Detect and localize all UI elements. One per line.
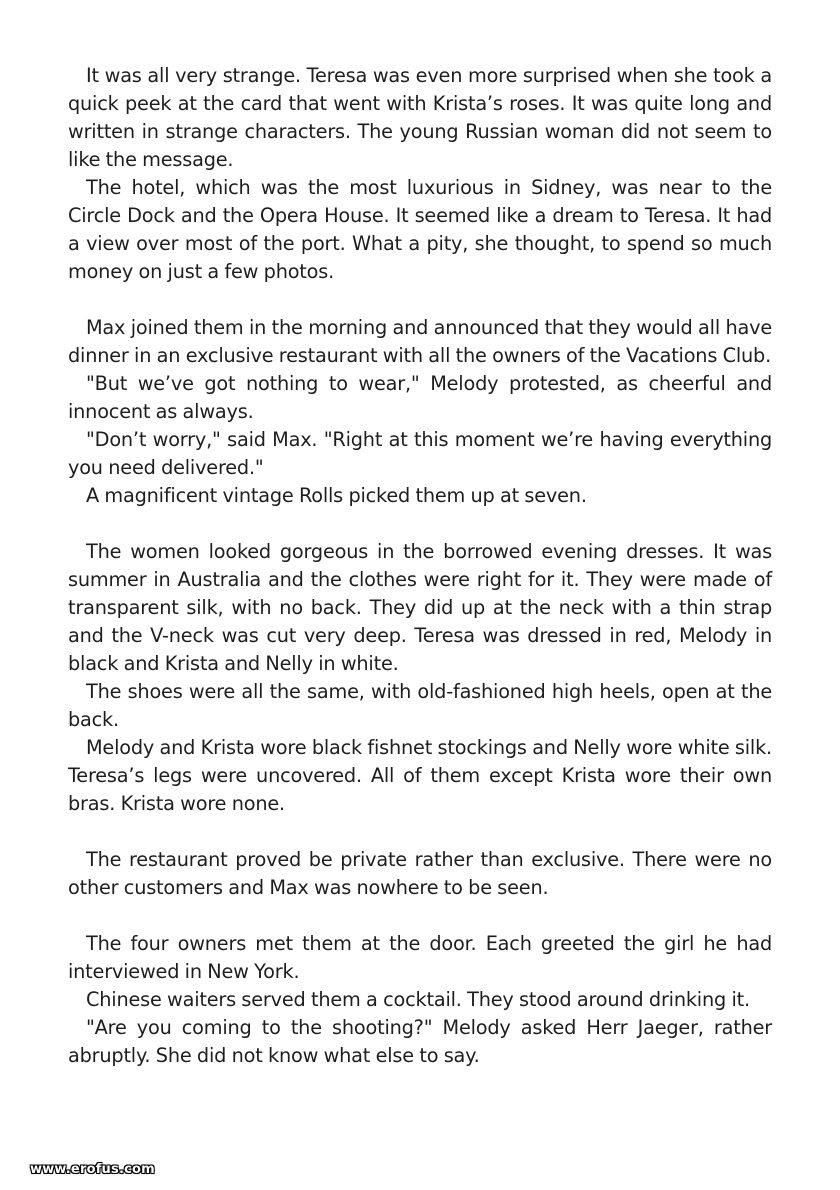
page-body (68, 62, 772, 1070)
paragraph: "Are you coming to the shooting?" Melody asked Herr Jaeger, rather abruptly. She did not know what else to say. (68, 1016, 772, 1067)
paragraph: A magnificent vintage Rolls picked them up at seven. (86, 484, 587, 507)
paragraph-gap (68, 818, 772, 846)
paragraph: "Don’t worry," said Max. "Right at this moment we’re having everything you need delivered." (68, 428, 772, 479)
paragraph-gap (68, 902, 772, 930)
watermark: www.erofus.com (30, 1162, 155, 1177)
paragraph-gap (68, 510, 772, 538)
paragraph: The women looked gorgeous in the borrowed evening dresses. It was summer in Australia and the clothes were right for it. They were made of transparent silk, with no back. They did up at the neck with a thin strap and the V-neck was cut very deep. Teresa was dressed in red, Melody in black and Krista and Nelly in white. (68, 540, 772, 675)
paragraph: The shoes were all the same, with old-fashioned high heels, open at the back. (68, 680, 772, 731)
paragraph: Max joined them in the morning and announced that they would all have dinner in an exclusive restaurant with all the owners of the Vacations Club. (68, 316, 772, 367)
paragraph: "But we’ve got nothing to wear," Melody protested, as cheerful and innocent as always. (68, 372, 772, 423)
paragraph: The hotel, which was the most luxurious in Sidney, was near to the Circle Dock and the Opera House. It seemed like a dream to Teresa. It had a view over most of the port. What a pity, she thought, to spend so much money on just a few photos. (68, 176, 772, 283)
paragraph: The restaurant proved be private rather than exclusive. There were no other customers and Max was nowhere to be seen. (68, 848, 772, 899)
paragraph-gap (68, 286, 772, 314)
paragraph: The four owners met them at the door. Each greeted the girl he had interviewed in New York. (68, 932, 772, 983)
paragraph: It was all very strange. Teresa was even more surprised when she took a quick peek at the card that went with Krista’s roses. It was quite long and written in strange characters. The young Russian woman did not seem to like the message. (68, 64, 772, 171)
paragraph: Melody and Krista wore black fishnet stockings and Nelly wore white silk. Teresa’s legs were uncovered. All of them except Krista wore their own bras. Krista wore none. (68, 736, 772, 815)
paragraph: Chinese waiters served them a cocktail. They stood around drinking it. (86, 988, 750, 1011)
